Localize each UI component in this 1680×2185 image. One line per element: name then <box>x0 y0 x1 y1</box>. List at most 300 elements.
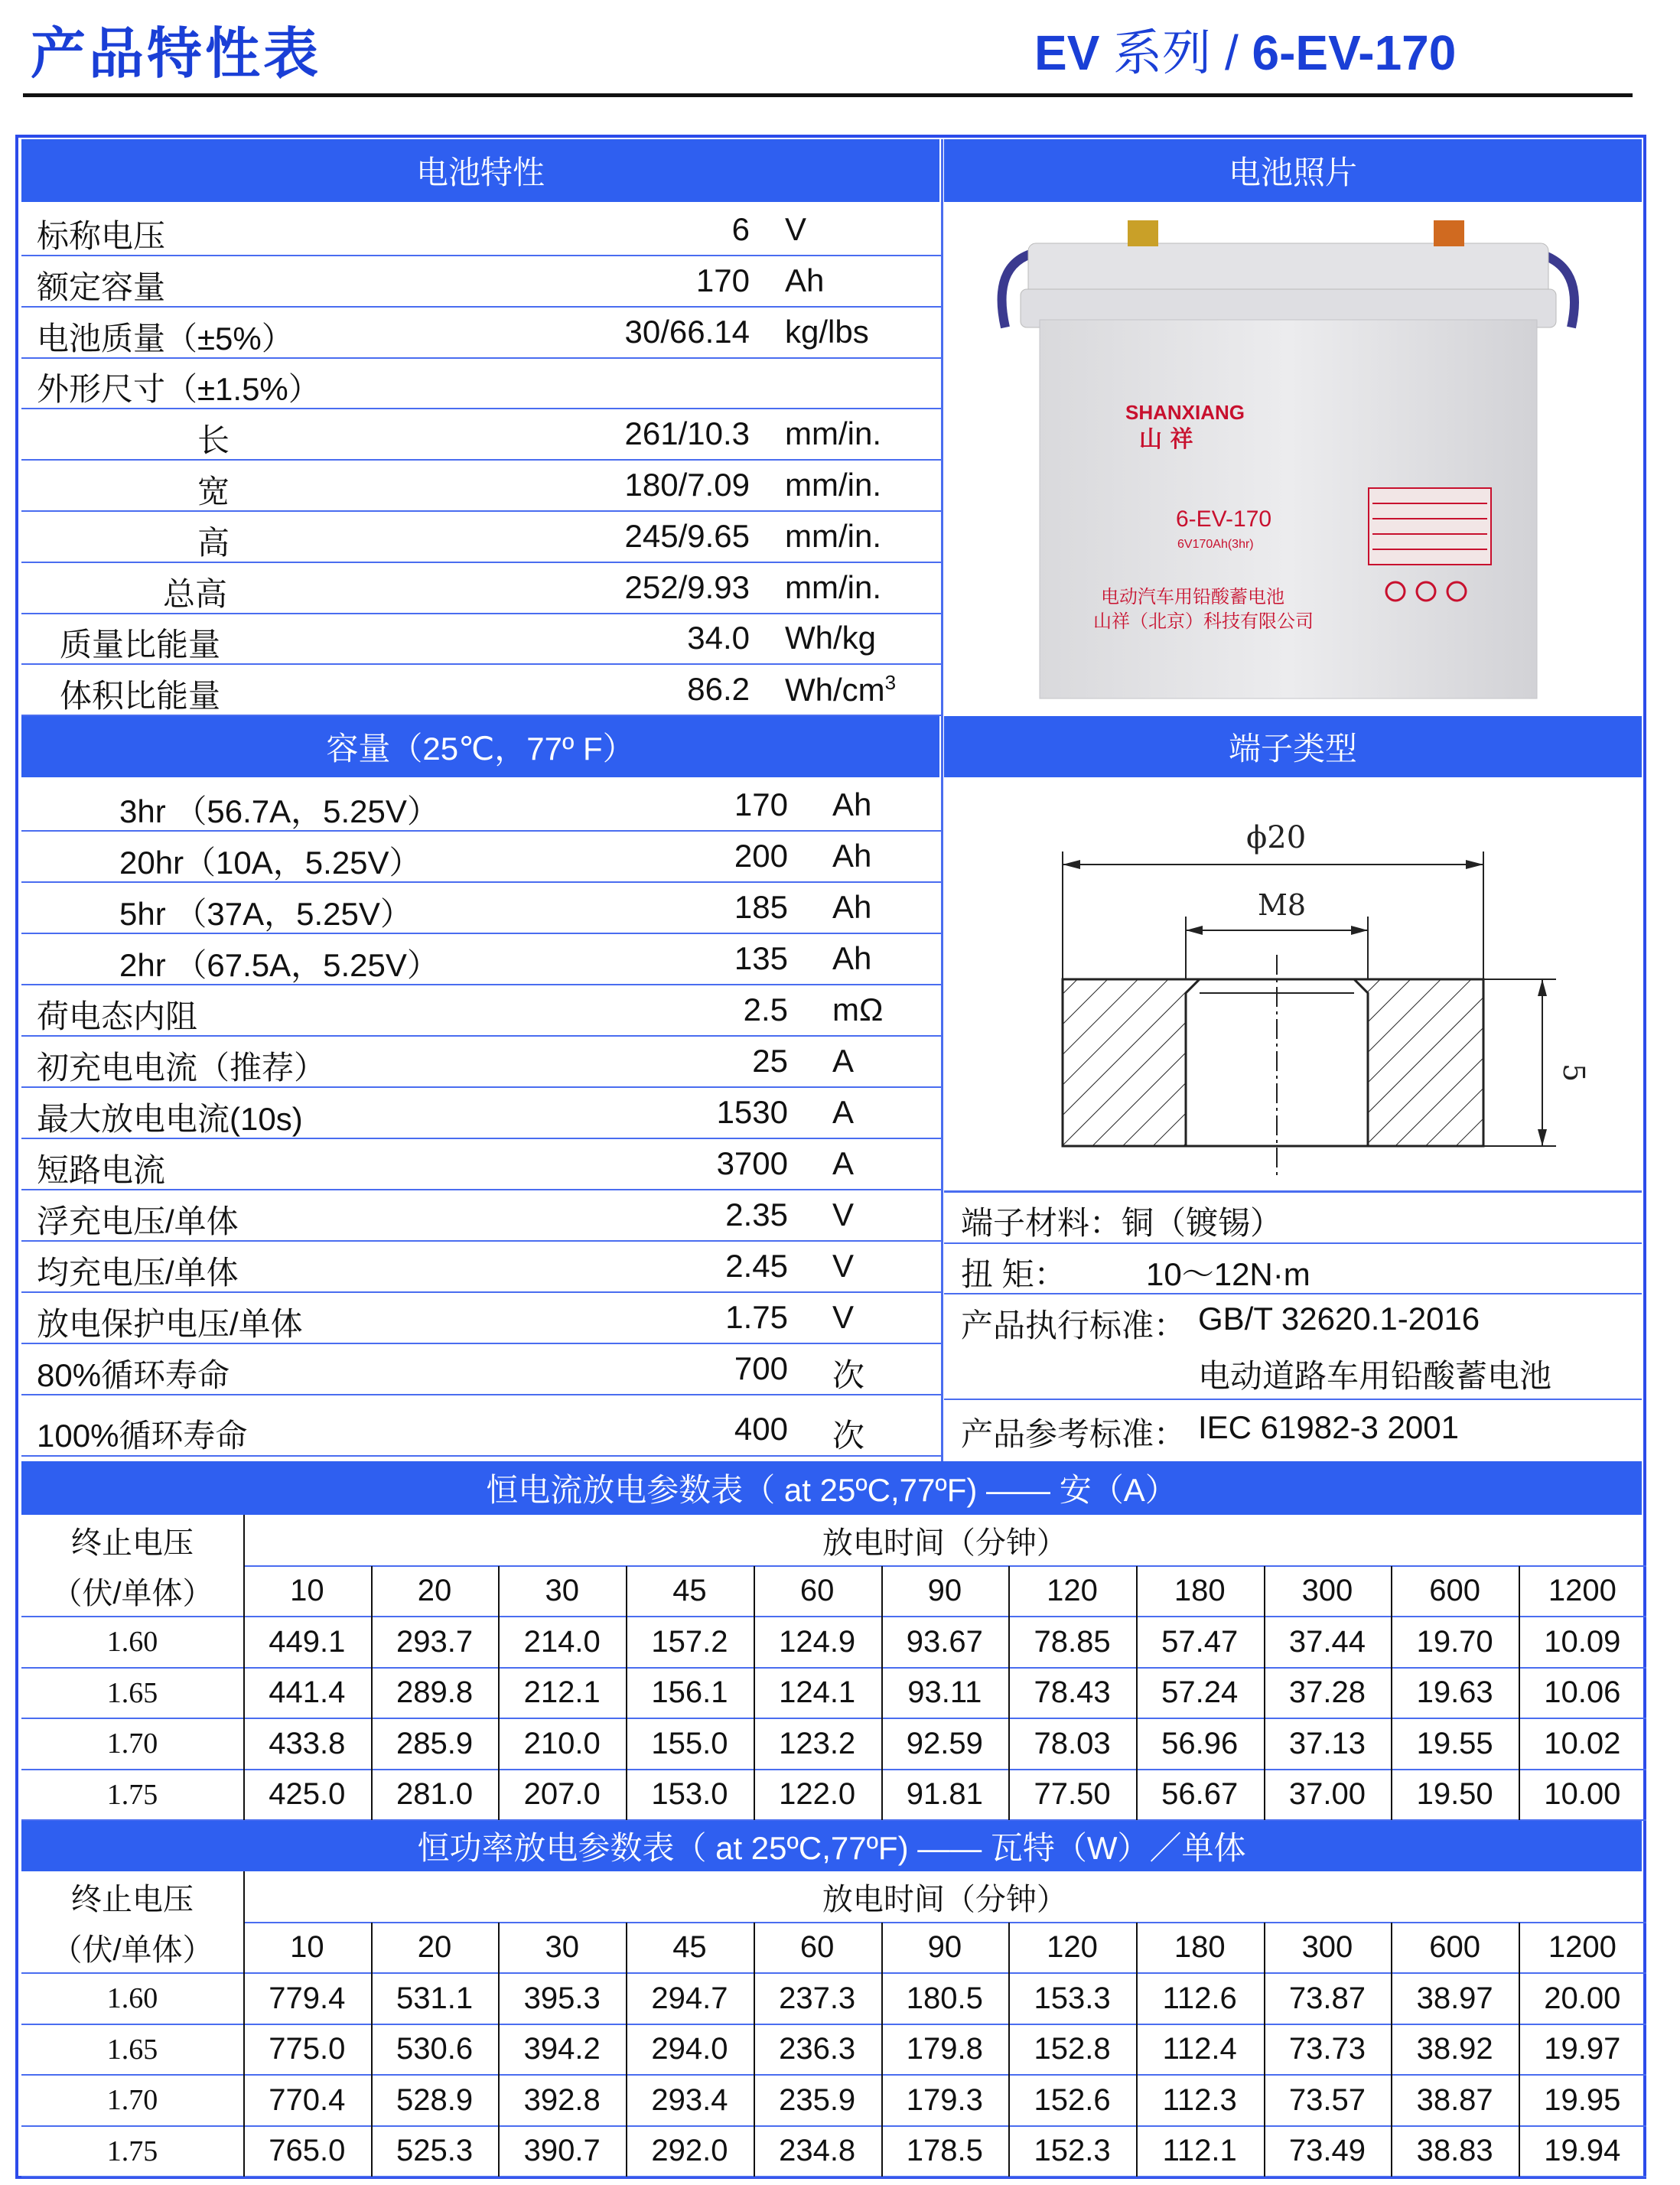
time-column-header: 300 <box>1301 1930 1353 1965</box>
discharge-value-cell: 293.4 <box>651 2082 728 2117</box>
discharge-value-cell: 124.1 <box>779 1675 856 1710</box>
terminal-divider-2 <box>944 1242 1642 1244</box>
row-unit <box>785 415 881 452</box>
row-label: 5hr （37A，5.25V） <box>119 896 412 932</box>
terminal-heading: 端子类型 <box>944 716 1642 777</box>
grid-line <box>21 1972 1646 1974</box>
row-unit-superscript: 3 <box>884 671 897 695</box>
dim-outer-label: ϕ20 <box>1246 820 1307 855</box>
characteristic-row <box>21 461 941 512</box>
discharge-value-cell: 56.67 <box>1161 1777 1239 1812</box>
grid-line <box>1264 1566 1265 1821</box>
terminal-torque-value: 10～12N·m <box>1146 1256 1310 1292</box>
discharge-value-cell: 78.43 <box>1034 1675 1111 1710</box>
time-column-header: 180 <box>1174 1574 1226 1608</box>
photo-brand: SHANXIANG <box>1125 401 1245 424</box>
row-label: 高 <box>197 524 230 561</box>
row-value: 700 <box>734 1350 788 1386</box>
capacity-row <box>21 934 941 985</box>
discharge-value-cell: 285.9 <box>396 1726 474 1760</box>
row-unit-text: kg/lbs <box>785 313 869 350</box>
row-unit <box>785 211 806 248</box>
grid-line <box>498 1566 500 1821</box>
discharge-value-cell: 73.57 <box>1288 2082 1366 2117</box>
row-unit <box>832 940 871 977</box>
series-word: 系列 <box>1113 25 1212 80</box>
discharge-value-cell: 528.9 <box>396 2082 474 2117</box>
row-value: 6 <box>731 211 750 247</box>
row-value: 400 <box>734 1411 788 1447</box>
capacity-row <box>21 1395 941 1457</box>
discharge-value-cell: 441.4 <box>269 1675 346 1710</box>
discharge-value-cell: 38.92 <box>1416 2032 1493 2066</box>
row-value: 135 <box>734 940 788 976</box>
discharge-value-cell: 152.3 <box>1034 2134 1111 2168</box>
grid-line <box>21 1667 1646 1669</box>
discharge-value-cell: 122.0 <box>779 1777 856 1812</box>
row-value: 2.35 <box>725 1197 788 1233</box>
grid-line <box>21 2176 1646 2177</box>
terminal-torque-label: 扭 矩： <box>961 1256 1066 1292</box>
terminal-divider-1 <box>944 1190 1642 1193</box>
photo-model: 6-EV-170 <box>1176 506 1272 532</box>
discharge-value-cell: 20.00 <box>1544 1981 1621 2015</box>
discharge-value-cell: 19.55 <box>1416 1726 1493 1760</box>
discharge-value-cell: 157.2 <box>651 1624 728 1659</box>
row-unit <box>832 1299 854 1336</box>
capacity-row <box>21 883 941 934</box>
row-unit <box>785 467 881 503</box>
discharge-value-cell: 37.28 <box>1288 1675 1366 1710</box>
end-voltage-cell: 1.70 <box>106 1727 158 1760</box>
characteristic-row <box>21 409 941 461</box>
characteristic-row <box>21 256 941 308</box>
discharge-value-cell: 57.47 <box>1161 1624 1239 1659</box>
row-value: 86.2 <box>687 671 750 708</box>
time-column-header: 90 <box>927 1574 962 1608</box>
reference-label: 产品参考标准： <box>961 1416 1187 1452</box>
grid-line <box>243 1871 245 2177</box>
discharge-value-cell: 123.2 <box>779 1726 856 1760</box>
row-unit-text: A <box>832 1145 855 1181</box>
discharge-value-cell: 10.02 <box>1544 1726 1621 1760</box>
row-value: 245/9.65 <box>624 517 750 554</box>
grid-line <box>21 2074 1646 2076</box>
grid-line <box>881 1923 883 2177</box>
row-unit <box>832 1248 854 1285</box>
row-unit <box>832 786 871 823</box>
row-label: 电池质量（±5%） <box>37 320 294 357</box>
row-unit-text: mm/in. <box>785 517 881 554</box>
time-column-header: 45 <box>672 1574 707 1608</box>
row-unit <box>785 518 881 555</box>
discharge-value-cell: 19.97 <box>1544 2032 1621 2066</box>
discharge-value-cell: 37.44 <box>1288 1624 1366 1659</box>
discharge-value-cell: 394.2 <box>523 2032 601 2066</box>
row-unit-text: mm/in. <box>785 467 881 503</box>
discharge-value-cell: 210.0 <box>523 1726 601 1760</box>
discharge-value-cell: 179.3 <box>906 2082 983 2117</box>
discharge-value-cell: 37.13 <box>1288 1726 1366 1760</box>
grid-line <box>243 1515 245 1820</box>
grid-line <box>626 1566 627 1821</box>
row-label: 标称电压 <box>37 218 166 254</box>
grid-line <box>1008 1566 1010 1821</box>
row-label: 放电保护电压/单体 <box>37 1306 303 1342</box>
discharge-value-cell: 530.6 <box>396 2032 474 2066</box>
row-value: 170 <box>695 262 750 298</box>
characteristic-row <box>21 358 941 409</box>
discharge-value-cell: 395.3 <box>523 1981 601 2015</box>
discharge-value-cell: 152.6 <box>1034 2082 1111 2117</box>
row-unit-text: Ah <box>785 262 825 298</box>
row-value: 34.0 <box>687 620 750 656</box>
discharge-value-cell: 294.0 <box>651 2032 728 2066</box>
discharge-value-cell: 77.50 <box>1034 1777 1111 1812</box>
row-unit-text: Ah <box>832 786 872 822</box>
time-column-header: 60 <box>799 1930 835 1965</box>
discharge-value-cell: 91.81 <box>906 1777 983 1812</box>
terminal-divider-3 <box>944 1293 1642 1294</box>
row-label: 浮充电压/单体 <box>37 1203 239 1239</box>
time-column-header: 30 <box>545 1930 579 1965</box>
characteristic-row <box>21 205 941 256</box>
grid-line <box>1264 1923 1265 2177</box>
discharge-value-cell: 237.3 <box>779 1981 856 2015</box>
grid-line <box>754 1566 755 1821</box>
voltage-header-line1: 终止电压 <box>71 1526 194 1560</box>
discharge-value-cell: 19.63 <box>1416 1675 1493 1710</box>
discharge-value-cell: 38.87 <box>1416 2082 1493 2117</box>
end-voltage-cell: 1.70 <box>106 2084 158 2117</box>
row-value: 252/9.93 <box>624 568 750 605</box>
discharge-value-cell: 112.3 <box>1162 2082 1237 2117</box>
row-unit <box>832 1411 864 1457</box>
column-divider <box>941 139 943 1461</box>
terminal-material: 端子材料：铜（镀锡） <box>961 1205 1283 1241</box>
discharge-value-cell: 10.00 <box>1544 1777 1621 1812</box>
photo-product-type: 电动汽车用铅酸蓄电池 <box>1101 586 1284 607</box>
standard-desc: 电动道路车用铅酸蓄电池 <box>1198 1358 1552 1394</box>
row-label: 长 <box>197 422 230 459</box>
row-label: 2hr （67.5A，5.25V） <box>119 947 439 983</box>
characteristic-row <box>21 512 941 563</box>
row-unit-text: V <box>832 1299 855 1335</box>
time-column-header: 300 <box>1301 1574 1353 1608</box>
discharge-value-cell: 180.5 <box>906 1981 983 2015</box>
row-unit <box>785 262 824 299</box>
discharge-value-cell: 19.94 <box>1544 2134 1621 2168</box>
discharge-value-cell: 235.9 <box>779 2082 856 2117</box>
standard-value: GB/T 32620.1-2016 <box>1198 1301 1480 1337</box>
row-unit <box>832 1350 864 1396</box>
row-unit-text: 次 <box>832 1357 865 1393</box>
discharge-value-cell: 78.85 <box>1034 1624 1111 1659</box>
discharge-value-cell: 525.3 <box>396 2134 474 2168</box>
discharge-value-cell: 392.8 <box>523 2082 601 2117</box>
time-column-header: 120 <box>1047 1574 1098 1608</box>
row-unit-text: V <box>785 211 807 247</box>
terminal-drawing <box>944 779 1631 1192</box>
end-voltage-cell: 1.65 <box>106 2033 158 2066</box>
discharge-value-cell: 152.8 <box>1034 2032 1111 2066</box>
discharge-value-cell: 73.49 <box>1288 2134 1366 2168</box>
grid-line <box>1391 1923 1392 2177</box>
row-value: 1530 <box>716 1094 788 1130</box>
discharge-value-cell: 207.0 <box>523 1777 601 1812</box>
discharge-value-cell: 281.0 <box>396 1777 474 1812</box>
discharge-value-cell: 765.0 <box>269 2134 346 2168</box>
row-unit <box>785 569 881 606</box>
model-code: 6-EV-170 <box>1252 25 1457 80</box>
characteristic-row <box>21 614 941 665</box>
row-label: 短路电流 <box>37 1152 166 1188</box>
discharge-value-cell: 73.87 <box>1288 1981 1366 2015</box>
row-label: 额定容量 <box>37 269 166 305</box>
discharge-value-cell: 124.9 <box>779 1624 856 1659</box>
constant-power-heading: 恒功率放电参数表（ at 25ºC,77ºF) —— 瓦特（W）／单体 <box>21 1821 1642 1871</box>
header-rule <box>23 93 1633 97</box>
discharge-value-cell: 179.8 <box>906 2032 983 2066</box>
end-voltage-cell: 1.65 <box>106 1676 158 1709</box>
row-label: 20hr（10A，5.25V） <box>119 845 422 881</box>
voltage-header-line2: （伏/单体） <box>51 1577 213 1611</box>
photo-label-sticker <box>1369 488 1491 565</box>
row-label: 荷电态内阻 <box>37 998 198 1034</box>
row-label: 100%循环寿命 <box>37 1418 248 1454</box>
row-value: 2.45 <box>725 1248 788 1284</box>
row-unit-text: V <box>832 1197 855 1233</box>
discharge-value-cell: 10.06 <box>1544 1675 1621 1710</box>
row-label: 3hr （56.7A，5.25V） <box>119 793 439 829</box>
battery-characteristics-heading: 电池特性 <box>21 139 939 202</box>
discharge-value-cell: 112.6 <box>1162 1981 1237 2015</box>
grid-line <box>754 1923 755 2177</box>
terminal-divider-4 <box>944 1399 1642 1400</box>
end-voltage-cell: 1.60 <box>106 1982 158 2015</box>
discharge-value-cell: 93.67 <box>906 1624 983 1659</box>
battery-photo-heading: 电池照片 <box>944 139 1642 202</box>
capacity-row <box>21 1190 941 1242</box>
time-column-header: 600 <box>1429 1574 1481 1608</box>
row-value: 3700 <box>716 1145 788 1181</box>
grid-line <box>371 1923 373 2177</box>
row-label: 均充电压/单体 <box>37 1255 239 1291</box>
row-unit-text: Wh/kg <box>785 620 877 656</box>
time-column-header: 30 <box>545 1574 579 1608</box>
row-unit <box>832 1197 854 1233</box>
row-unit-text: V <box>832 1248 855 1284</box>
discharge-value-cell: 153.0 <box>651 1777 728 1812</box>
row-unit <box>832 1145 854 1182</box>
row-unit-text: Ah <box>832 889 872 925</box>
row-unit-text: mm/in. <box>785 568 881 605</box>
series-slash: / <box>1224 25 1239 80</box>
row-value: 185 <box>734 889 788 925</box>
discharge-value-cell: 775.0 <box>269 2032 346 2066</box>
end-voltage-cell: 1.75 <box>106 2135 158 2167</box>
discharge-value-cell: 289.8 <box>396 1675 474 1710</box>
row-unit <box>832 889 871 926</box>
series-title <box>1034 14 1456 84</box>
capacity-heading: 容量（25℃，77º F） <box>21 716 939 777</box>
row-unit <box>785 671 896 708</box>
time-column-header: 1200 <box>1548 1930 1617 1965</box>
row-label: 外形尺寸（±1.5%） <box>37 371 321 408</box>
grid-line <box>21 1616 1646 1617</box>
grid-line <box>1391 1566 1392 1821</box>
row-value: 30/66.14 <box>624 313 750 350</box>
discharge-value-cell: 294.7 <box>651 1981 728 2015</box>
discharge-value-cell: 390.7 <box>523 2134 601 2168</box>
time-column-header: 600 <box>1429 1930 1481 1965</box>
discharge-value-cell: 19.70 <box>1416 1624 1493 1659</box>
time-column-header: 45 <box>672 1930 707 1965</box>
capacity-row <box>21 1242 941 1293</box>
capacity-row <box>21 1088 941 1139</box>
grid-line <box>498 1923 500 2177</box>
photo-brand-cn: 山 祥 <box>1139 426 1193 453</box>
row-value: 170 <box>734 786 788 822</box>
row-unit-text: A <box>832 1094 855 1130</box>
capacity-row <box>21 780 941 832</box>
dim-height-label: 5 <box>1557 1063 1590 1083</box>
grid-line <box>21 1718 1646 1719</box>
discharge-value-cell: 10.09 <box>1544 1624 1621 1659</box>
row-unit-text: A <box>832 1043 855 1079</box>
time-header: 放电时间（分钟） <box>822 1882 1067 1916</box>
row-value: 180/7.09 <box>624 467 750 503</box>
discharge-value-cell: 155.0 <box>651 1726 728 1760</box>
characteristic-row <box>21 308 941 359</box>
standard-label: 产品执行标准： <box>961 1307 1187 1343</box>
discharge-value-cell: 38.83 <box>1416 2134 1493 2168</box>
discharge-value-cell: 292.0 <box>651 2134 728 2168</box>
grid-line <box>1136 1923 1138 2177</box>
constant-current-heading: 恒电流放电参数表（ at 25ºC,77ºF) —— 安（A） <box>21 1461 1642 1515</box>
voltage-header-line2: （伏/单体） <box>51 1933 213 1968</box>
row-unit <box>785 620 876 656</box>
row-unit-text: Ah <box>832 940 872 976</box>
discharge-value-cell: 112.4 <box>1162 2032 1237 2066</box>
row-unit <box>785 314 869 350</box>
row-value: 1.75 <box>725 1299 788 1335</box>
discharge-value-cell: 56.96 <box>1161 1726 1239 1760</box>
time-column-header: 20 <box>417 1930 452 1965</box>
grid-line <box>1519 1566 1520 1821</box>
row-unit-text: Wh/cm <box>785 672 885 708</box>
discharge-value-cell: 57.24 <box>1161 1675 1239 1710</box>
capacity-row <box>21 985 941 1037</box>
dim-inner-label: M8 <box>1258 888 1307 922</box>
series-code: EV <box>1034 25 1100 80</box>
capacity-row <box>21 1344 941 1395</box>
time-column-header: 20 <box>417 1574 452 1608</box>
row-value: 25 <box>752 1043 788 1079</box>
grid-line <box>1519 1923 1520 2177</box>
capacity-row <box>21 1037 941 1088</box>
grid-line <box>243 1565 1646 1567</box>
discharge-value-cell: 38.97 <box>1416 1981 1493 2015</box>
grid-line <box>21 1769 1646 1770</box>
discharge-value-cell: 153.3 <box>1034 1981 1111 2015</box>
discharge-value-cell: 234.8 <box>779 2134 856 2168</box>
discharge-value-cell: 770.4 <box>269 2082 346 2117</box>
discharge-value-cell: 293.7 <box>396 1624 474 1659</box>
grid-line <box>881 1566 883 1821</box>
grid-line <box>371 1566 373 1821</box>
characteristic-row <box>21 665 941 716</box>
row-label: 总高 <box>163 575 228 612</box>
capacity-row <box>21 1293 941 1344</box>
row-label: 质量比能量 <box>60 627 221 663</box>
end-voltage-cell: 1.75 <box>106 1778 158 1811</box>
grid-line <box>1008 1923 1010 2177</box>
discharge-value-cell: 37.00 <box>1288 1777 1366 1812</box>
row-label: 初充电电流（推荐） <box>37 1050 327 1086</box>
discharge-value-cell: 212.1 <box>523 1675 601 1710</box>
row-unit <box>832 992 883 1028</box>
row-label: 宽 <box>197 474 230 510</box>
photo-company: 山祥（北京）科技有限公司 <box>1093 611 1314 632</box>
discharge-value-cell: 78.03 <box>1034 1726 1111 1760</box>
row-unit <box>832 838 871 874</box>
grid-line <box>1136 1566 1138 1821</box>
discharge-value-cell: 112.1 <box>1162 2134 1237 2168</box>
discharge-value-cell: 214.0 <box>523 1624 601 1659</box>
time-column-header: 1200 <box>1548 1574 1617 1608</box>
row-value: 261/10.3 <box>624 415 750 452</box>
grid-line <box>21 2024 1646 2025</box>
discharge-value-cell: 531.1 <box>396 1981 474 2015</box>
grid-line <box>243 1922 1646 1923</box>
discharge-value-cell: 236.3 <box>779 2032 856 2066</box>
time-column-header: 90 <box>927 1930 962 1965</box>
row-unit <box>832 1094 854 1131</box>
discharge-value-cell: 93.11 <box>907 1675 982 1710</box>
row-unit-text: mm/in. <box>785 415 881 452</box>
row-label: 体积比能量 <box>60 678 221 715</box>
row-value: 2.5 <box>743 992 788 1027</box>
row-value: 200 <box>734 838 788 874</box>
end-voltage-cell: 1.60 <box>106 1626 158 1659</box>
reference-value: IEC 61982-3 2001 <box>1198 1409 1459 1445</box>
discharge-value-cell: 178.5 <box>906 2134 983 2168</box>
time-column-header: 10 <box>290 1574 324 1608</box>
discharge-value-cell: 156.1 <box>651 1675 728 1710</box>
discharge-value-cell: 449.1 <box>269 1624 346 1659</box>
time-column-header: 180 <box>1174 1930 1226 1965</box>
capacity-row <box>21 832 941 883</box>
discharge-value-cell: 19.95 <box>1544 2082 1621 2117</box>
time-column-header: 60 <box>799 1574 835 1608</box>
voltage-header-line1: 终止电压 <box>71 1882 194 1916</box>
discharge-value-cell: 779.4 <box>269 1981 346 2015</box>
characteristic-row <box>21 563 941 614</box>
discharge-value-cell: 433.8 <box>269 1726 346 1760</box>
capacity-row <box>21 1139 941 1190</box>
row-label: 80%循环寿命 <box>37 1357 230 1393</box>
row-unit <box>832 1043 854 1079</box>
time-header: 放电时间（分钟） <box>822 1526 1067 1560</box>
battery-photo <box>944 205 1631 710</box>
page-title: 产品特性表 <box>31 24 322 85</box>
discharge-value-cell: 73.73 <box>1288 2032 1366 2066</box>
discharge-value-cell: 92.59 <box>906 1726 983 1760</box>
grid-line <box>626 1923 627 2177</box>
row-unit-text: Ah <box>832 838 872 874</box>
row-unit-text: 次 <box>832 1418 865 1454</box>
